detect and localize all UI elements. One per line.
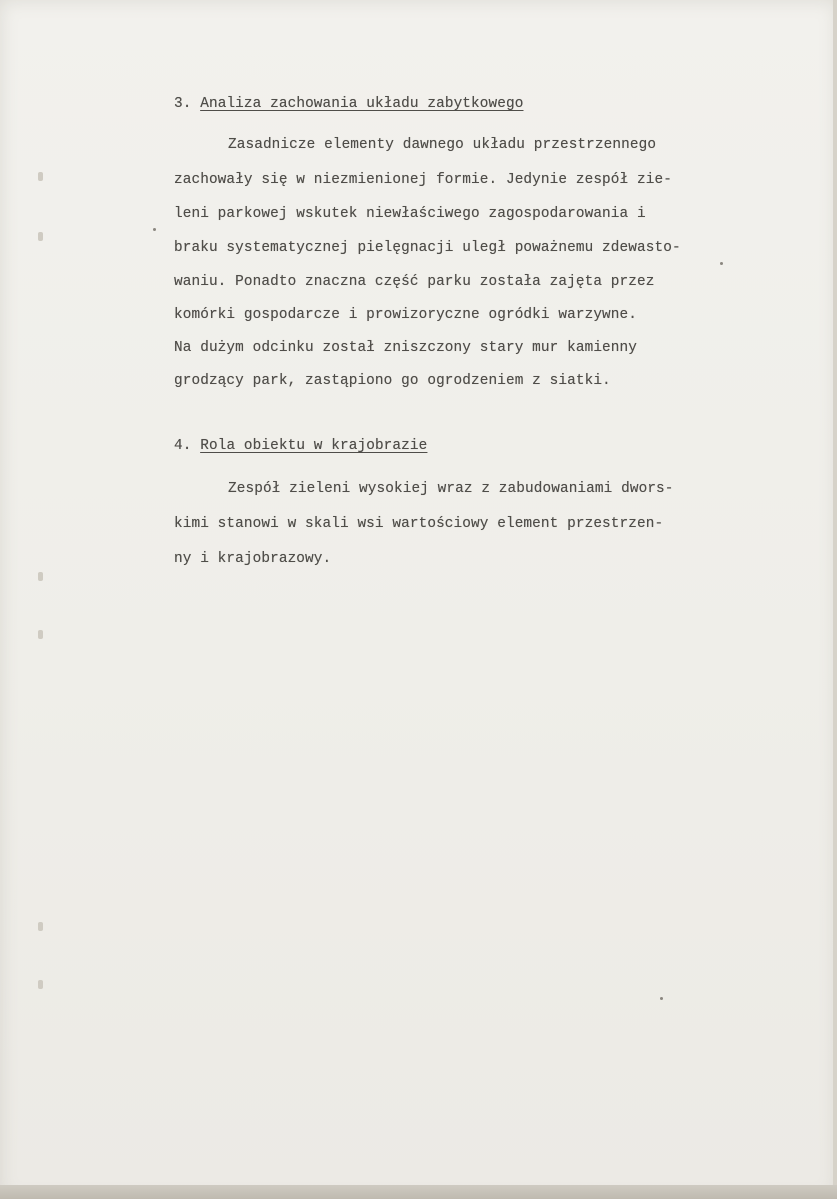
punch-hole-mark — [38, 630, 43, 639]
section-3-line-7: Na dużym odcinku został zniszczony stary mur kamienny — [174, 340, 637, 356]
punch-hole-mark — [38, 922, 43, 931]
punch-hole-mark — [38, 172, 43, 181]
section-3-line-3: leni parkowej wskutek niewłaściwego zagospodarowania i — [174, 206, 646, 222]
section-3-line-1: Zasadnicze elementy dawnego układu przestrzennego — [228, 137, 657, 153]
ink-speck — [660, 997, 663, 1000]
ink-speck — [153, 228, 156, 231]
section-4-line-2: kimi stanowi w skali wsi wartościowy element przestrzen- — [174, 516, 664, 532]
section-3-line-4: braku systematycznej pielęgnacji uległ poważnemu zdewasto- — [174, 240, 681, 256]
section-3-line-5: waniu. Ponadto znaczna część parku została zajęta przez — [174, 274, 655, 290]
section-3-line-8: grodzący park, zastąpiono go ogrodzeniem z siatki. — [174, 373, 611, 389]
section-3-line-2: zachowały się w niezmienionej formie. Jedynie zespół zie- — [174, 172, 672, 188]
section-3-title: Analiza zachowania układu zabytkowego — [200, 96, 524, 112]
section-4-line-1: Zespół zieleni wysokiej wraz z zabudowaniami dwors- — [228, 481, 674, 497]
section-4-number: 4. — [174, 438, 192, 454]
ink-speck — [720, 262, 723, 265]
section-4-title: Rola obiektu w krajobrazie — [200, 438, 428, 454]
punch-hole-mark — [38, 980, 43, 989]
page-right-edge — [833, 0, 837, 1199]
section-4-line-3: ny i krajobrazowy. — [174, 551, 332, 567]
section-3-number: 3. — [174, 96, 192, 112]
punch-hole-mark — [38, 572, 43, 581]
section-4-heading — [174, 438, 427, 454]
page-bottom-edge — [0, 1185, 837, 1199]
section-3-line-6: komórki gospodarcze i prowizoryczne ogródki warzywne. — [174, 307, 637, 323]
section-3-heading — [174, 96, 523, 112]
punch-hole-mark — [38, 232, 43, 241]
